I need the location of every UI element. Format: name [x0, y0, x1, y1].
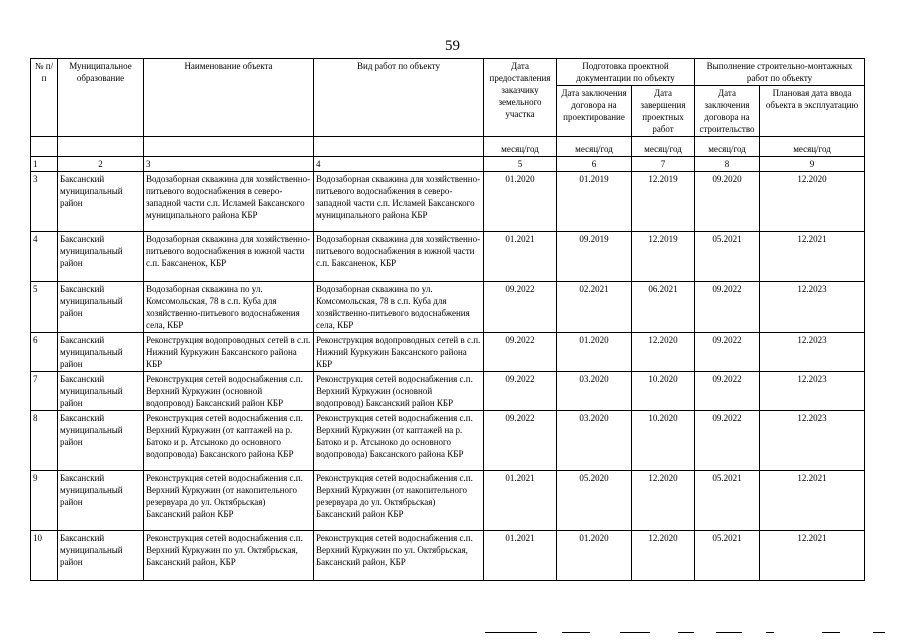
row-number: 6 — [31, 333, 58, 372]
row-date-constr-contract: 09.2020 — [695, 172, 760, 232]
row-work-type: Водозаборная скважина для хозяйственно-питьевого водоснабжения в южной части с.п. Баксаненок, КБР — [314, 232, 484, 282]
row-work-type: Водозаборная скважина для хозяйственно-питьевого водоснабжения в северо-западной части с.п. Исламей Баксанского муниципального района КБР — [314, 172, 484, 232]
row-date-constr-contract: 09.2022 — [695, 282, 760, 333]
header-group-design: Подготовка проектной документации по объекту — [557, 59, 695, 86]
row-number: 8 — [31, 411, 58, 471]
row-date-commission: 12.2023 — [760, 333, 865, 372]
row-date-design-end: 12.2019 — [632, 232, 695, 282]
row-object-name: Реконструкция сетей водоснабжения с.п. Верхний Куркужин по ул. Октябрьская, Баксанский район, КБР — [144, 531, 314, 581]
row-date-commission: 12.2020 — [760, 172, 865, 232]
row-date-site: 09.2022 — [484, 282, 557, 333]
table-row — [31, 172, 865, 232]
table-row — [31, 411, 865, 471]
unit-label: месяц/год — [557, 137, 632, 157]
footer-rule — [485, 632, 537, 633]
row-date-commission: 12.2021 — [760, 531, 865, 581]
row-date-design-contract: 03.2020 — [557, 411, 632, 471]
row-date-design-end: 12.2020 — [632, 471, 695, 531]
row-number: 3 — [31, 172, 58, 232]
header-date-site: Дата предоставления заказчику земельного участка — [484, 59, 557, 137]
unit-empty-1 — [31, 137, 58, 157]
row-number: 4 — [31, 232, 58, 282]
unit-empty-2 — [58, 137, 144, 157]
row-date-site: 09.2022 — [484, 411, 557, 471]
row-date-design-end: 12.2020 — [632, 333, 695, 372]
row-date-design-contract: 01.2020 — [557, 333, 632, 372]
table-row — [31, 471, 865, 531]
row-object-name: Водозаборная скважина для хозяйственно-питьевого водоснабжения в южной части с.п. Баксаненок, КБР — [144, 232, 314, 282]
row-date-constr-contract: 05.2021 — [695, 531, 760, 581]
row-date-site: 01.2021 — [484, 471, 557, 531]
header-design-end: Дата завершения проектных работ — [632, 86, 695, 137]
unit-empty-4 — [314, 137, 484, 157]
row-date-design-contract: 02.2021 — [557, 282, 632, 333]
row-object-name: Реконструкция сетей водоснабжения с.п. Верхний Куркужин (от накопительного резервуара до ул. Октябрьская) Баксанский район КБР — [144, 471, 314, 531]
footer-rule — [716, 632, 742, 633]
row-work-type: Реконструкция сетей водоснабжения с.п. Верхний Куркужин (от накопительного резервуара до ул. Октябрьская) Баксанский район КБР — [314, 471, 484, 531]
row-municipality: Баксанский муниципальный район — [58, 333, 144, 372]
column-number: 2 — [58, 157, 144, 172]
unit-empty-3 — [144, 137, 314, 157]
row-number: 10 — [31, 531, 58, 581]
row-date-constr-contract: 09.2022 — [695, 411, 760, 471]
row-number: 7 — [31, 372, 58, 411]
header-group-construction: Выполнение строительно-монтажных работ по объекту — [695, 59, 865, 86]
row-date-site: 09.2022 — [484, 333, 557, 372]
row-municipality: Баксанский муниципальный район — [58, 232, 144, 282]
row-date-design-contract: 05.2020 — [557, 471, 632, 531]
column-number: 6 — [557, 157, 632, 172]
row-date-constr-contract: 09.2022 — [695, 333, 760, 372]
footer-rule — [678, 632, 694, 633]
row-date-commission: 12.2023 — [760, 411, 865, 471]
row-work-type: Реконструкция сетей водоснабжения с.п. Верхний Куркужин (от каптажей на р. Батоко и р. Атсыноко до основного водопровода) Баксанского района КБР — [314, 411, 484, 471]
column-number: 3 — [144, 157, 314, 172]
row-number: 9 — [31, 471, 58, 531]
row-number: 5 — [31, 282, 58, 333]
row-municipality: Баксанский муниципальный район — [58, 471, 144, 531]
row-work-type: Реконструкция сетей водоснабжения с.п. Верхний Куркужин по ул. Октябрьская, Баксанский район, КБР — [314, 531, 484, 581]
row-date-commission: 12.2023 — [760, 282, 865, 333]
row-work-type: Водозаборная скважина по ул. Комсомольская, 78 в с.п. Куба для хозяйственно-питьевого водоснабжения села, КБР — [314, 282, 484, 333]
row-municipality: Баксанский муниципальный район — [58, 172, 144, 232]
footer-rule — [822, 632, 840, 633]
row-date-commission: 12.2023 — [760, 372, 865, 411]
header-work: Вид работ по объекту — [314, 59, 484, 137]
row-date-commission: 12.2021 — [760, 232, 865, 282]
footer-rule — [562, 632, 590, 633]
row-date-design-contract: 01.2020 — [557, 531, 632, 581]
row-date-design-end: 10.2020 — [632, 372, 695, 411]
header-commission: Плановая дата ввода объекта в эксплуатацию — [760, 86, 865, 137]
header-municipality: Муниципальное образование — [58, 59, 144, 137]
row-object-name: Водозаборная скважина для хозяйственно-питьевого водоснабжения в северо-западной части с.п. Исламей Баксанского муниципального района КБР — [144, 172, 314, 232]
header-constr-contract: Дата заключения договора на строительство — [695, 86, 760, 137]
footer-rule — [873, 632, 885, 633]
row-object-name: Реконструкция водопроводных сетей в с.п. Нижний Куркужин Баксанского района КБР — [144, 333, 314, 372]
row-object-name: Водозаборная скважина по ул. Комсомольская, 78 в с.п. Куба для хозяйственно-питьевого водоснабжения села, КБР — [144, 282, 314, 333]
footer-rule — [620, 632, 650, 633]
row-object-name: Реконструкция сетей водоснабжения с.п. Верхний Куркужин (от каптажей на р. Батоко и р. Атсыноко до основного водопровода) Баксанского района КБР — [144, 411, 314, 471]
row-date-design-end: 12.2020 — [632, 531, 695, 581]
header-num: № п/п — [31, 59, 58, 137]
unit-label: месяц/год — [695, 137, 760, 157]
table-row — [31, 232, 865, 282]
column-number: 1 — [31, 157, 58, 172]
row-date-design-end: 12.2019 — [632, 172, 695, 232]
page-number: 59 — [445, 38, 460, 54]
row-date-constr-contract: 05.2021 — [695, 471, 760, 531]
row-date-constr-contract: 05.2021 — [695, 232, 760, 282]
unit-label: месяц/год — [760, 137, 865, 157]
row-date-site: 01.2021 — [484, 531, 557, 581]
row-date-design-end: 06.2021 — [632, 282, 695, 333]
objects-table — [30, 58, 865, 581]
header-object: Наименование объекта — [144, 59, 314, 137]
row-date-site: 01.2020 — [484, 172, 557, 232]
table-body — [31, 172, 865, 581]
column-number: 8 — [695, 157, 760, 172]
row-date-design-contract: 09.2019 — [557, 232, 632, 282]
table-row — [31, 333, 865, 372]
row-municipality: Баксанский муниципальный район — [58, 531, 144, 581]
row-date-design-contract: 03.2020 — [557, 372, 632, 411]
table-row — [31, 531, 865, 581]
footer-rule — [766, 632, 774, 633]
row-municipality: Баксанский муниципальный район — [58, 372, 144, 411]
row-date-design-end: 10.2020 — [632, 411, 695, 471]
footer-rules — [0, 632, 905, 636]
row-date-design-contract: 01.2019 — [557, 172, 632, 232]
table-row — [31, 282, 865, 333]
row-work-type: Реконструкция сетей водоснабжения с.п. Верхний Куркужин (основной водопровод) Баксанский район КБР — [314, 372, 484, 411]
unit-label: месяц/год — [484, 137, 557, 157]
column-number: 5 — [484, 157, 557, 172]
row-date-constr-contract: 09.2022 — [695, 372, 760, 411]
row-municipality: Баксанский муниципальный район — [58, 282, 144, 333]
row-date-site: 09.2022 — [484, 372, 557, 411]
row-work-type: Реконструкция водопроводных сетей в с.п. Нижний Куркужин Баксанского района КБР — [314, 333, 484, 372]
table-row — [31, 372, 865, 411]
row-date-site: 01.2021 — [484, 232, 557, 282]
header-design-contract: Дата заключения договора на проектирование — [557, 86, 632, 137]
column-number: 7 — [632, 157, 695, 172]
row-municipality: Баксанский муниципальный район — [58, 411, 144, 471]
row-date-commission: 12.2021 — [760, 471, 865, 531]
column-number: 4 — [314, 157, 484, 172]
unit-label: месяц/год — [632, 137, 695, 157]
column-number: 9 — [760, 157, 865, 172]
row-object-name: Реконструкция сетей водоснабжения с.п. Верхний Куркужин (основной водопровод) Баксанский район КБР — [144, 372, 314, 411]
